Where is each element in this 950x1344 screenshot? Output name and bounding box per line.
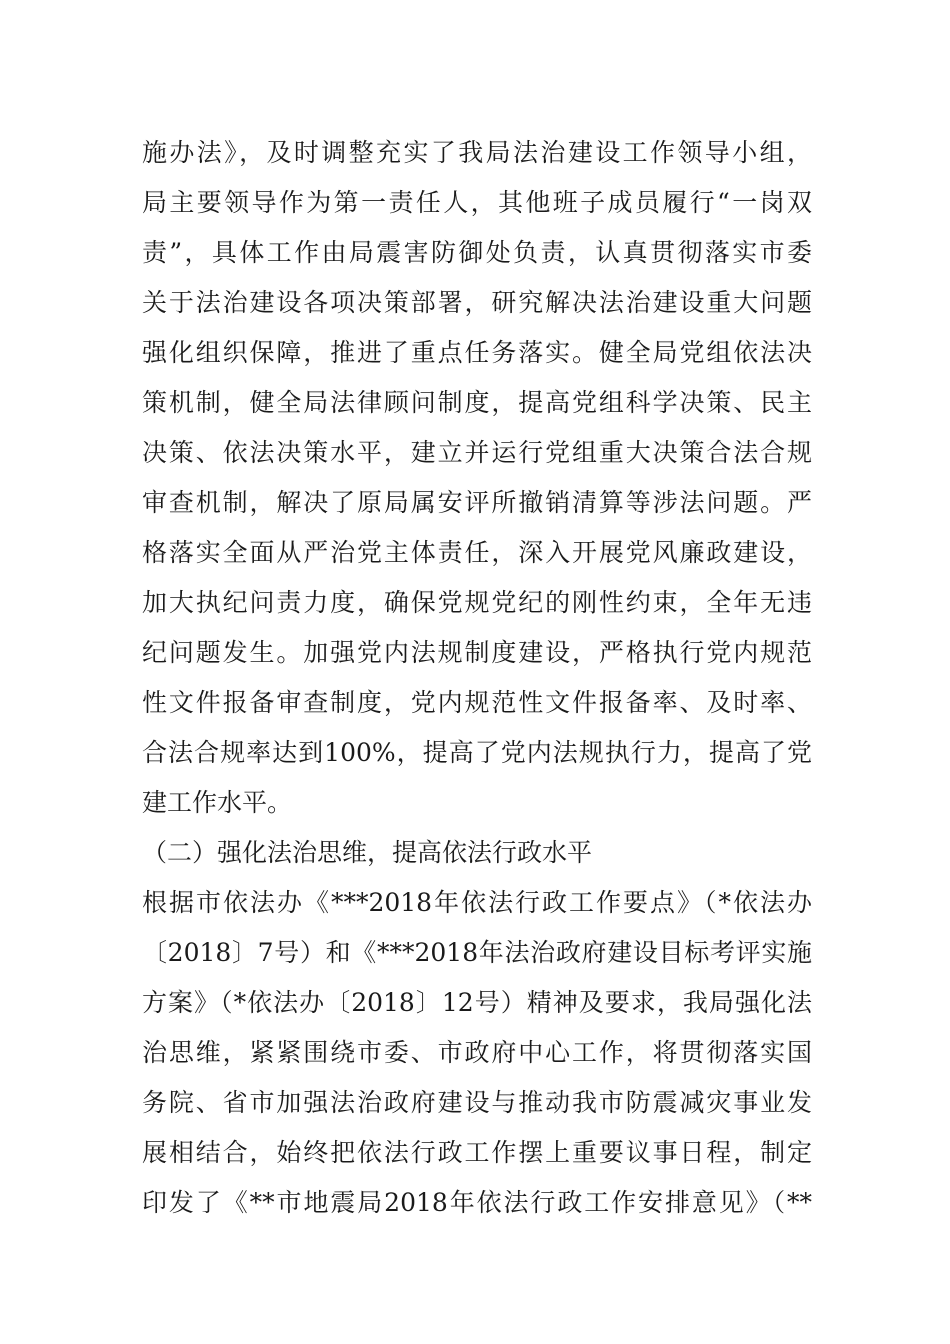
paragraph-1-line-5: 强化组织保障，推进了重点任务落实。健全局党组依法决 xyxy=(142,338,812,367)
section-heading: （二）强化法治思维，提高依法行政水平 xyxy=(142,838,593,867)
paragraph-1-line-8: 审查机制，解决了原局属安评所撤销清算等涉法问题。严 xyxy=(142,488,812,517)
paragraph-1-line-4: 关于法治建设各项决策部署，研究解决法治建设重大问题 xyxy=(142,288,812,317)
paragraph-1-line-12: 性文件报备审查制度，党内规范性文件报备率、及时率、 xyxy=(142,688,812,717)
paragraph-2-line-3: 方案》（*依法办〔2018〕12号）精神及要求，我局强化法 xyxy=(142,988,812,1017)
paragraph-1-line-7: 决策、依法决策水平，建立并运行党组重大决策合法合规 xyxy=(142,438,812,467)
paragraph-1-line-6: 策机制，健全局法律顾问制度，提高党组科学决策、民主 xyxy=(142,388,812,417)
paragraph-1-line-3: 责”，具体工作由局震害防御处负责，认真贯彻落实市委 xyxy=(142,238,812,267)
paragraph-2-line-2: 〔2018〕7号）和《***2018年法治政府建设目标考评实施 xyxy=(142,938,812,967)
paragraph-1-line-1: 施办法》，及时调整充实了我局法治建设工作领导小组， xyxy=(142,138,812,167)
paragraph-2-line-4: 治思维，紧紧围绕市委、市政府中心工作，将贯彻落实国 xyxy=(142,1038,812,1067)
paragraph-1-line-9: 格落实全面从严治党主体责任，深入开展党风廉政建设， xyxy=(142,538,812,567)
paragraph-1-line-14: 建工作水平。 xyxy=(142,788,293,817)
paragraph-1-line-13: 合法合规率达到100%，提高了党内法规执行力，提高了党 xyxy=(142,738,812,767)
paragraph-2-line-7: 印发了《**市地震局2018年依法行政工作安排意见》（** xyxy=(142,1188,812,1217)
paragraph-2-line-5: 务院、省市加强法治政府建设与推动我市防震减灾事业发 xyxy=(142,1088,812,1117)
paragraph-2-line-6: 展相结合，始终把依法行政工作摆上重要议事日程，制定 xyxy=(142,1138,812,1167)
document-body xyxy=(142,128,812,1228)
paragraph-1-line-11: 纪问题发生。加强党内法规制度建设，严格执行党内规范 xyxy=(142,638,812,667)
paragraph-2-line-1: 根据市依法办《***2018年依法行政工作要点》（*依法办 xyxy=(142,888,812,917)
paragraph-1-line-10: 加大执纪问责力度，确保党规党纪的刚性约束，全年无违 xyxy=(142,588,812,617)
paragraph-1-line-2: 局主要领导作为第一责任人，其他班子成员履行“一岗双 xyxy=(142,188,812,217)
